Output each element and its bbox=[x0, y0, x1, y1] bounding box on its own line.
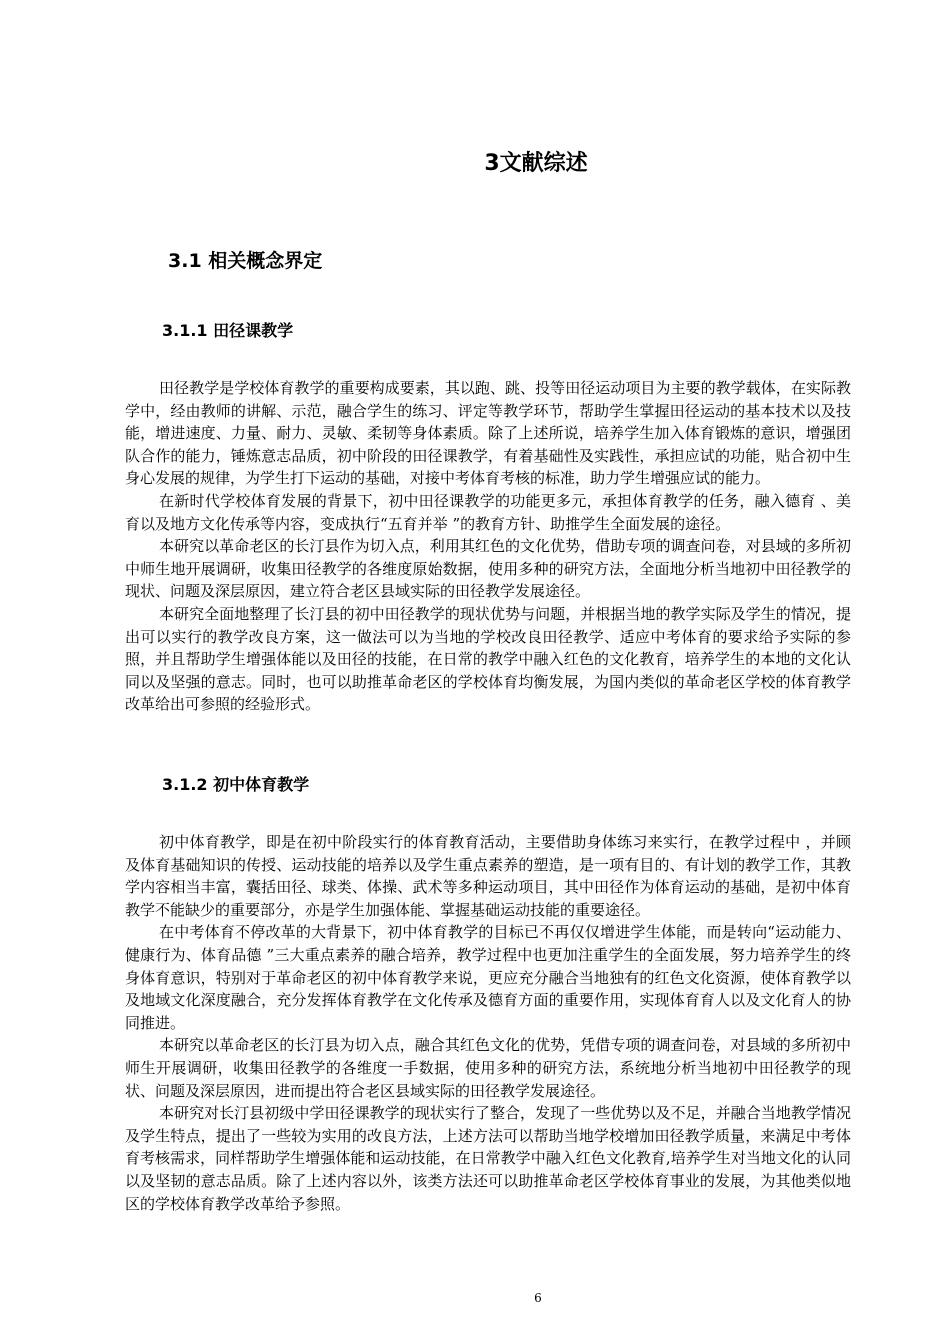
paragraph: 本研究全面地整理了长汀县的初中田径教学的现状优势与问题，并根据当地的教学实际及学生的情况，提出可以实行的教学改良方案，这一做法可以为当地的学校改良田径教学、适应中考体育的要求给予实际的参照，并且帮助学生增强体能以及田径的技能，在日常的教学中融入红色的文化教育，培养学生的本地的文化认同以及坚强的意志。同时，也可以助推革命老区的学校体育均衡发展，为国内类似的革命老区学校的体育教学改革给出可参照的经验形式。 bbox=[125, 604, 851, 714]
subsection-body-3-1-2 bbox=[125, 831, 851, 1215]
subsection-title-3-1-1: 3.1.1 田径课教学 bbox=[162, 321, 294, 340]
subsection-body-3-1-1 bbox=[125, 377, 851, 716]
paragraph: 在中考体育不停改革的大背景下，初中体育教学的目标已不再仅仅增进学生体能，而是转向“运动能力、健康行为、体育品德 ”三大重点素养的融合培养，教学过程中也更加注重学生的全面发展，努力培养学生的终身体育意识，特别对于革命老区的初中体育教学来说，更应充分融合当地独有的红色文化资源，使体育教学以及地域文化深度融合，充分发挥体育教学在文化传承及德育方面的重要作用，实现体育育人以及文化育人的协同推进。 bbox=[125, 923, 851, 1032]
chapter-title: 3文献综述 bbox=[484, 151, 588, 176]
paragraph: 本研究对长汀县初级中学田径课教学的现状实行了整合，发现了一些优势以及不足，并融合当地教学情况及学生特点，提出了一些较为实用的改良方法，上述方法可以帮助当地学校增加田径教学质量，来满足中考体育考核需求，同样帮助学生增强体能和运动技能，在日常教学中融入红色文化教育,培养学生对当地文化的认同以及坚韧的意志品质。除了上述内容以外，该类方法还可以助推革命老区学校体育事业的发展，为其他类似地区的学校体育教学改革给予参照。 bbox=[125, 1104, 851, 1213]
section-title: 3.1 相关概念界定 bbox=[168, 250, 323, 272]
paragraph: 在新时代学校体育发展的背景下，初中田径课教学的功能更多元，承担体育教学的任务，融入德育 、美育以及地方文化传承等内容，变成执行“五育并举 ”的教育方针、助推学生全面发展的途径。 bbox=[125, 491, 851, 533]
paragraph: 田径教学是学校体育教学的重要构成要素，其以跑、跳、投等田径运动项目为主要的教学载体，在实际教学中，经由教师的讲解、示范，融合学生的练习、评定等教学环节，帮助学生掌握田径运动的基本技术以及技能，增进速度、力量、耐力、灵敏、柔韧等身体素质。除了上述所说，培养学生加入体育锻炼的意识，增强团队合作的能力，锤炼意志品质，初中阶段的田径课教学，有着基础性及实践性，承担应试的功能，贴合初中生身心发展的规律，为学生打下运动的基础，对接中考体育考核的标准，助力学生增强应试的能力。 bbox=[125, 379, 851, 488]
paragraph: 初中体育教学，即是在初中阶段实行的体育教育活动，主要借助身体练习来实行，在教学过程中 ，并顾及体育基础知识的传授、运动技能的培养以及学生重点素养的塑造，是一项有目的、有计划的教学工作，其教学内容相当丰富，囊括田径、球类、体操、武术等多种运动项目，其中田径作为体育运动的基础，是初中体育教学不能缺少的重要部分，亦是学生加强体能、掌握基础运动技能的重要途径。 bbox=[125, 833, 851, 919]
subsection-title-3-1-2: 3.1.2 初中体育教学 bbox=[162, 775, 310, 794]
paragraph: 本研究以革命老区的长汀县作为切入点，利用其红色的文化优势，借助专项的调查问卷，对县域的多所初中师生地开展调研，收集田径教学的各维度原始数据，使用多种的研究方法，全面地分析当地初中田径教学的现状、问题及深层原因，建立符合老区县域实际的田径教学发展途径。 bbox=[125, 537, 851, 601]
paragraph: 本研究以革命老区的长汀县为切入点，融合其红色文化的优势，凭借专项的调查问卷，对县域的多所初中师生开展调研，收集田径教学的各维度一手数据，使用多种的研究方法，系统地分析当地初中田径教学的现状、问题及深层原因，进而提出符合老区县域实际的田径教学发展途径。 bbox=[125, 1036, 851, 1100]
page-number: 6 bbox=[534, 1291, 542, 1305]
